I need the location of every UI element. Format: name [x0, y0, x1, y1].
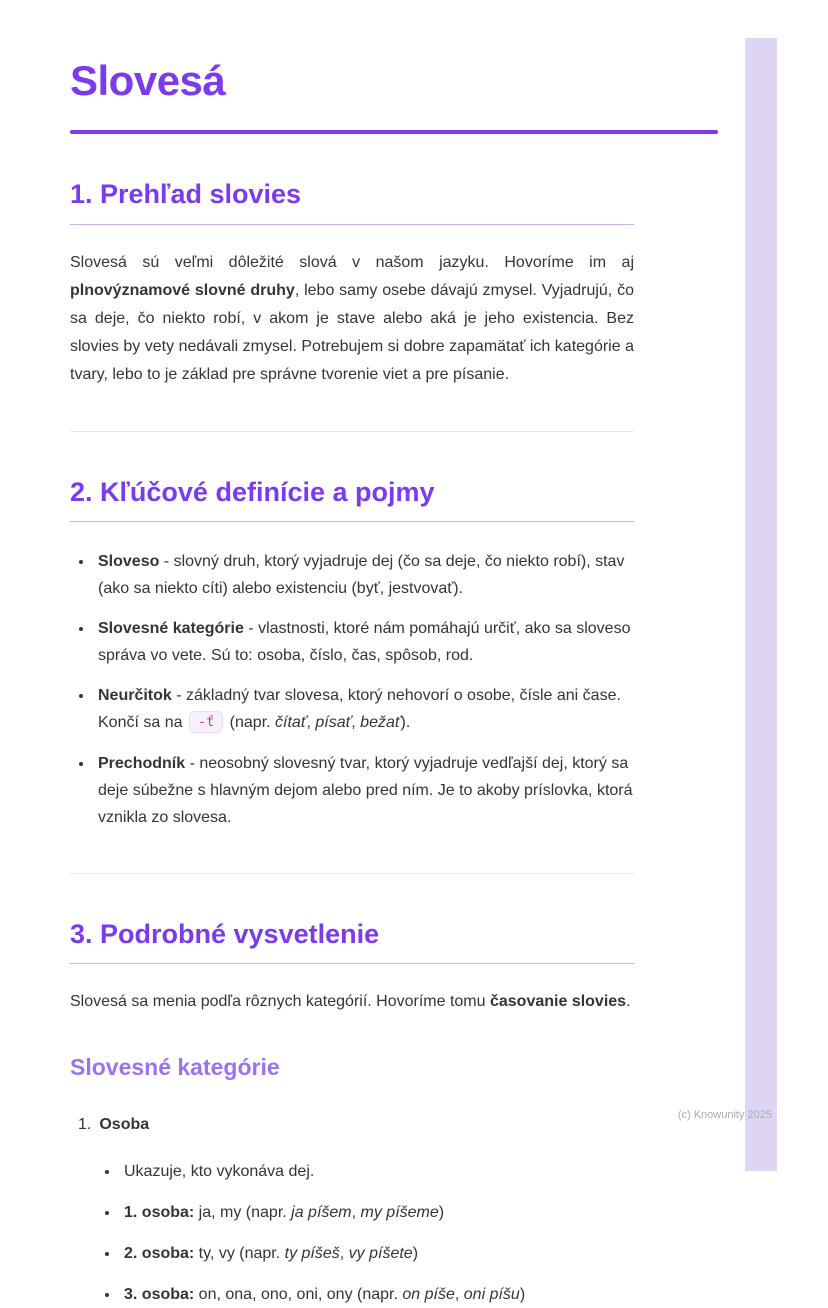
example-italic: ja píšem: [291, 1204, 352, 1222]
bold-term: 3. osoba:: [124, 1286, 195, 1304]
example-italic: písať: [315, 713, 352, 731]
right-accent-strip: [745, 38, 777, 1171]
bold-term: Neurčitok: [98, 686, 172, 704]
item-number: 1.: [78, 1116, 92, 1134]
suffix-code-badge: -ť: [189, 711, 223, 733]
example-italic: čítať: [275, 713, 307, 731]
person-overview: • Ukazuje, kto vykonáva dej.: [120, 1158, 634, 1185]
section-heading-overview: 1. Prehľad slovies: [70, 178, 634, 224]
bold-term: 2. osoba:: [124, 1245, 195, 1263]
example-italic: my píšeme: [360, 1204, 439, 1222]
section-divider: [70, 431, 634, 432]
overview-paragraph: Slovesá sú veľmi dôležité slová v našom jazyku. Hovoríme im aj plnovýznamové slovné druhy, lebo samy osebe dávajú zmysel. Vyjadrujú, čo sa deje, čo niekto robí, v akom je stave alebo aká je jeho existencia. Bez slovies by vety nedávali zmysel. Potrebujem si dobre zapamätať ich kategórie a tvary, lebo to je základ pre správne tvorenie viet a pre písanie.: [70, 253, 634, 383]
item-title: Osoba: [99, 1116, 150, 1134]
definition-slovesne-kategorie: • Slovesné kategórie - vlastnosti, ktoré nám pomáhajú určiť, ako sa sloveso správa vo vete. Sú to: osoba, číslo, čas, spôsob, rod.: [94, 615, 634, 669]
osoba-details-list: [70, 1158, 634, 1308]
example-italic: on píše: [402, 1286, 455, 1304]
section-heading-explanation: 3. Podrobné vysvetlenie: [70, 918, 634, 964]
definitions-list: [70, 548, 634, 831]
explanation-paragraph: Slovesá sa menia podľa rôznych kategórií. Hovoríme tomu časovanie slovies.: [70, 993, 631, 1011]
title-rule: [70, 130, 718, 134]
subsection-heading-kategorie: Slovesné kategórie: [70, 1054, 280, 1081]
person-1: • 1. osoba: ja, my (napr. ja píšem, my píšeme): [120, 1199, 634, 1226]
bold-term: Prechodník: [98, 754, 186, 772]
example-italic: ty píšeš: [284, 1245, 340, 1263]
bold-term: plnovýznamové slovné druhy: [70, 281, 295, 299]
bold-term: časovanie slovies: [489, 993, 627, 1011]
section-heading-definitions: 2. Kľúčové definície a pojmy: [70, 476, 634, 522]
example-italic: oni píšu: [463, 1286, 520, 1304]
numbered-item-osoba: [70, 1111, 634, 1138]
page-title: Slovesá: [70, 57, 226, 104]
section-overview: [70, 178, 634, 388]
definition-neurcitok: • Neurčitok - základný tvar slovesa, ktorý nehovorí o osobe, čísle ani čase. Končí sa na -ť (napr. čítať, písať, bežať).: [94, 682, 634, 737]
watermark: (c) Knowunity 2025: [677, 1109, 772, 1121]
bold-term: 1. osoba:: [124, 1204, 195, 1222]
person-2: • 2. osoba: ty, vy (napr. ty píšeš, vy píšete): [120, 1240, 634, 1267]
example-italic: vy píšete: [348, 1245, 413, 1263]
section-divider: [70, 873, 634, 874]
section-definitions: [70, 476, 634, 831]
section-explanation: [70, 918, 634, 1308]
definition-sloveso: • Sloveso - slovný druh, ktorý vyjadruje dej (čo sa deje, čo niekto robí), stav (ako sa niekto cíti) alebo existenciu (byť, jestvovať).: [94, 548, 634, 602]
example-italic: bežať: [360, 713, 401, 731]
bold-term: Sloveso: [98, 552, 160, 570]
document-content: [70, 58, 634, 1308]
definition-prechodnik: • Prechodník - neosobný slovesný tvar, ktorý vyjadruje vedľajší dej, ktorý sa deje súbežne s hlavným dejom alebo pred ním. Je to akoby príslovka, ktorá vznikla zo slovesa.: [94, 750, 634, 831]
person-3: • 3. osoba: on, ona, ono, oni, ony (napr. on píše, oni píšu): [120, 1281, 634, 1308]
bold-term: Slovesné kategórie: [98, 619, 244, 637]
